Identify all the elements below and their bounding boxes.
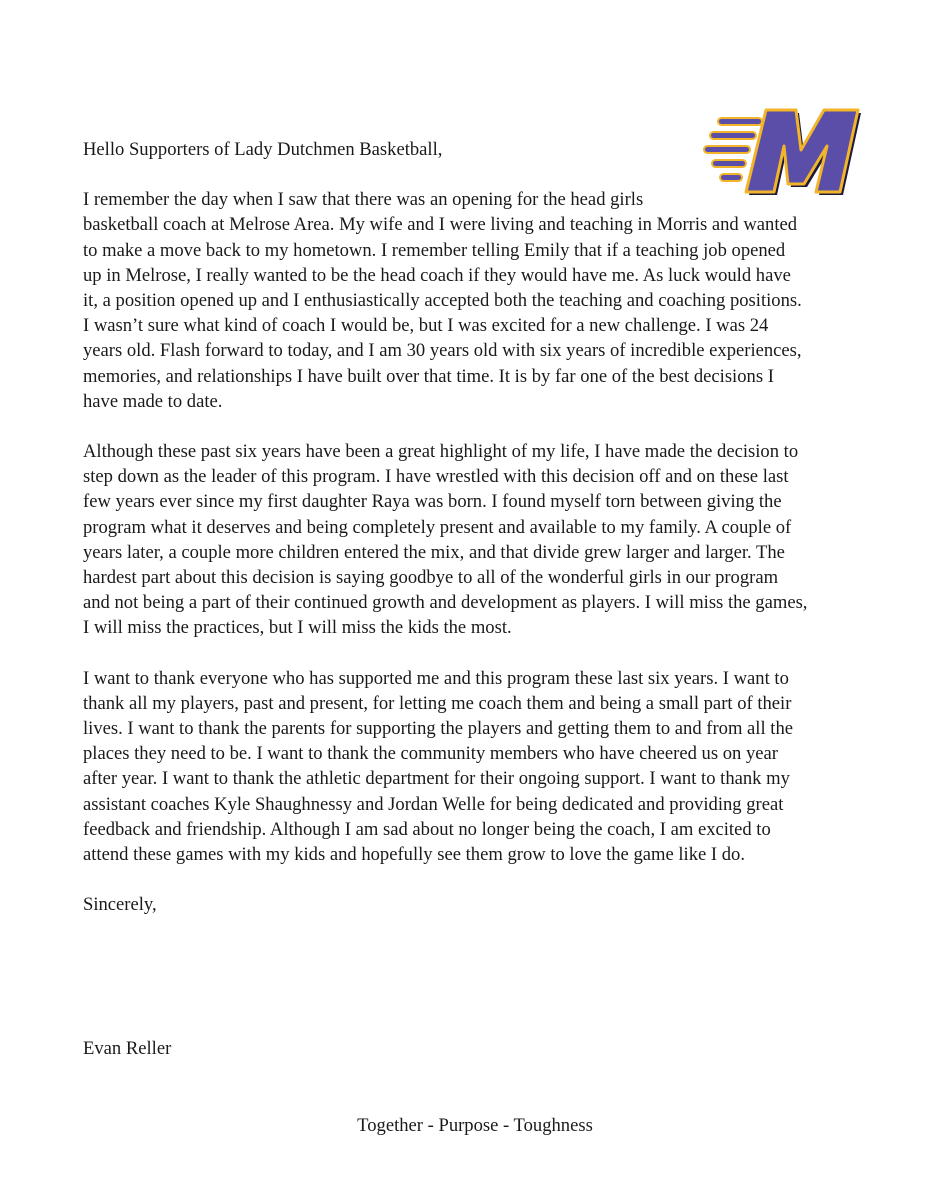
signature-name: Evan Reller xyxy=(83,1038,172,1059)
text-line: and not being a part of their continued growth and development as players. I will miss the games, xyxy=(83,592,808,614)
text-line: years later, a couple more children entered the mix, and that divide grew larger and larger. The xyxy=(83,541,785,563)
text-line: program what it deserves and being completely present and available to my family. A couple of xyxy=(83,516,792,538)
text-line: places they need to be. I want to thank the community members who have cheered us on year xyxy=(83,743,778,765)
text-line: Although these past six years have been a great highlight of my life, I have made the decision to xyxy=(83,441,799,463)
text-line: feedback and friendship. Although I am sad about no longer being the coach, I am excited to xyxy=(83,818,771,840)
text-line: I remember the day when I saw that there was an opening for the head girls xyxy=(83,189,644,211)
text-line: attend these games with my kids and hopefully see them grow to love the game like I do. xyxy=(83,844,745,866)
text-line: few years ever since my first daughter Raya was born. I found myself torn between giving the xyxy=(83,491,782,513)
text-line: step down as the leader of this program. I have wrestled with this decision off and on these last xyxy=(83,466,789,488)
text-line: I want to thank everyone who has supported me and this program these last six years. I want to xyxy=(83,667,789,689)
text-line: to make a move back to my hometown. I remember telling Emily that if a teaching job opened xyxy=(83,239,786,261)
text-line: I will miss the practices, but I will miss the kids the most. xyxy=(83,617,512,639)
text-line: up in Melrose, I really wanted to be the head coach if they would have me. As luck would have xyxy=(83,264,791,286)
text-line: thank all my players, past and present, for letting me coach them and being a small part of their xyxy=(83,692,792,714)
greeting: Hello Supporters of Lady Dutchmen Basketball, xyxy=(83,139,443,160)
letter-body xyxy=(83,137,873,917)
text-line: lives. I want to thank the parents for supporting the players and getting them to and from all the xyxy=(83,718,794,740)
text-line: memories, and relationships I have built over that time. It is by far one of the best decisions I xyxy=(83,365,774,387)
text-line: basketball coach at Melrose Area. My wife and I were living and teaching in Morris and wanted xyxy=(83,214,798,236)
text-line: years old. Flash forward to today, and I am 30 years old with six years of incredible experiences, xyxy=(83,340,802,362)
footer-motto: Together - Purpose - Toughness xyxy=(357,1115,593,1136)
text-line: have made to date. xyxy=(83,390,223,412)
paragraph-2 xyxy=(83,439,873,641)
text-line: after year. I want to thank the athletic department for their ongoing support. I want to thank my xyxy=(83,768,790,790)
paragraph-1 xyxy=(83,187,873,414)
text-line: hardest part about this decision is saying goodbye to all of the wonderful girls in our program xyxy=(83,567,779,589)
text-line: assistant coaches Kyle Shaughnessy and Jordan Welle for being dedicated and providing great xyxy=(83,793,784,815)
closing: Sincerely, xyxy=(83,894,157,916)
text-line: I wasn’t sure what kind of coach I would be, but I was excited for a new challenge. I was 24 xyxy=(83,315,769,337)
text-line: it, a position opened up and I enthusiastically accepted both the teaching and coaching positions. xyxy=(83,290,802,312)
paragraph-3 xyxy=(83,666,873,868)
